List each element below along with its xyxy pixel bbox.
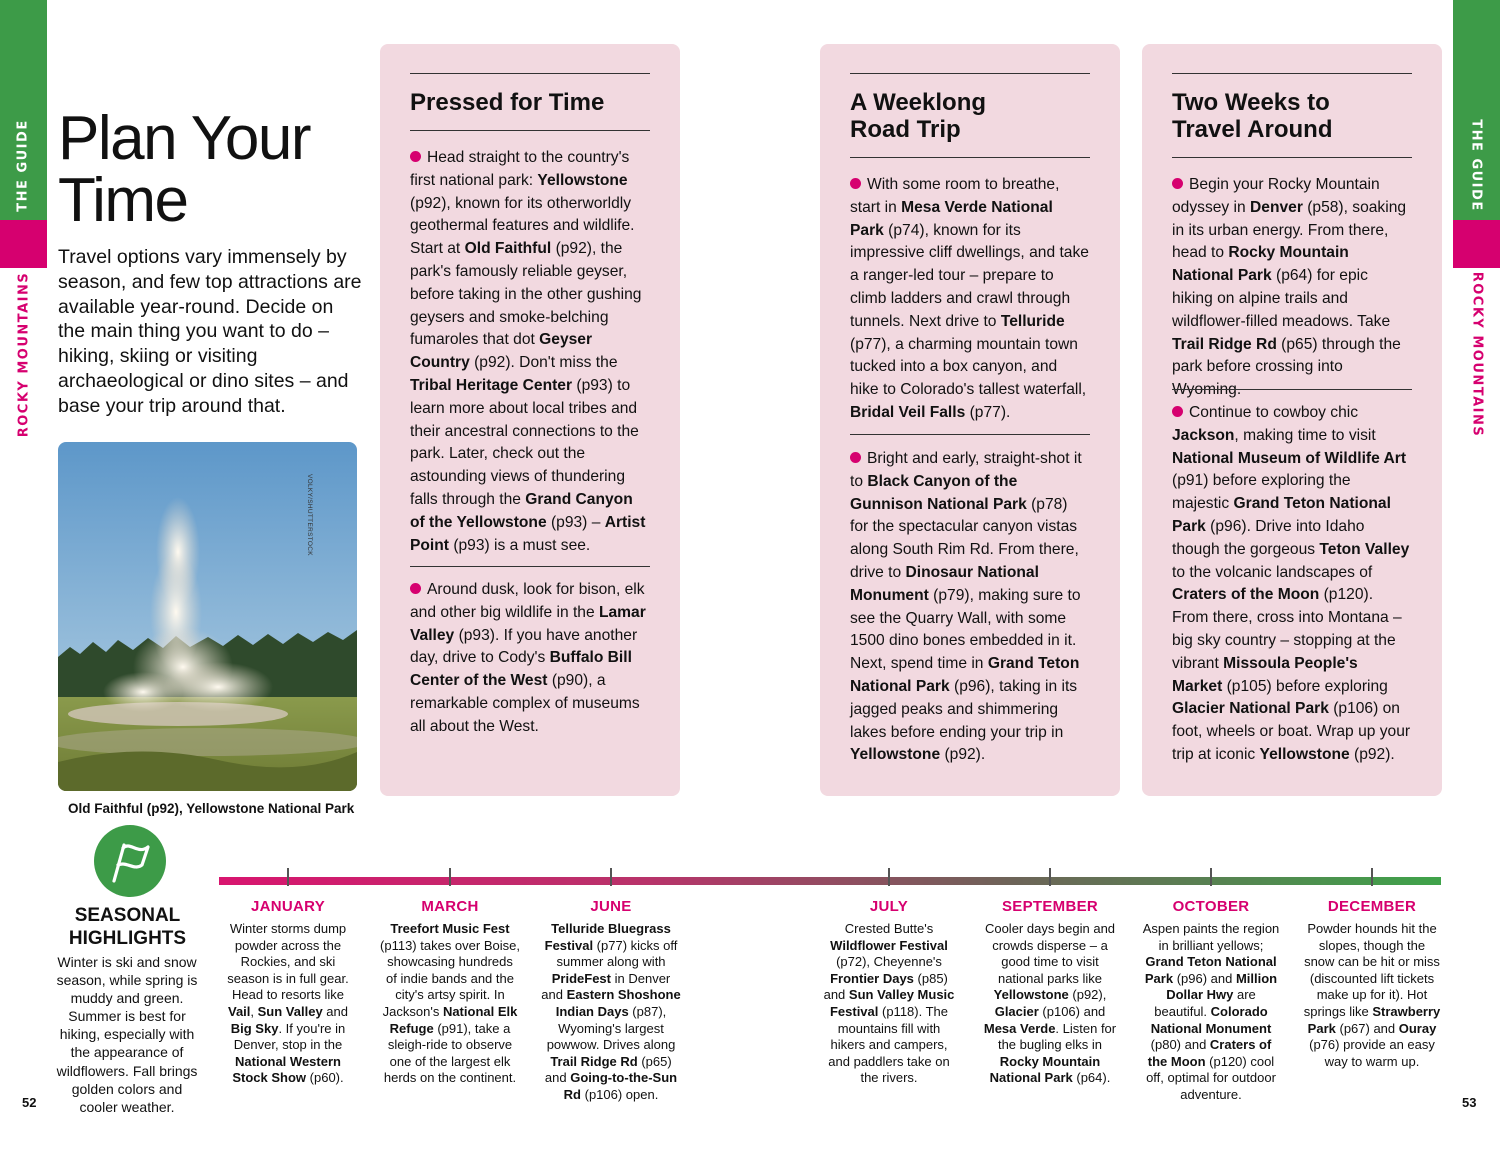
itinerary-card-weeklong <box>820 44 1120 796</box>
left-guide-tab-label: THE GUIDE <box>16 118 32 212</box>
seasonal-highlights-title: SEASONAL HIGHLIGHTS <box>68 905 187 949</box>
month-name: SEPTEMBER <box>1001 898 1099 915</box>
card-paragraph: Around dusk, look for bison, elk and other big wildlife in the Lamar Valley (p93). If you have another day, drive to Cody's Buffalo Bill Center of the West (p90), a remarkable complex of museums all about the West. <box>410 581 646 735</box>
right-region-tab-label: ROCKY MOUNTAINS <box>1469 271 1485 438</box>
card-title-rule <box>1172 157 1412 158</box>
itinerary-card-two-weeks <box>1142 44 1442 796</box>
bullet-dot <box>1172 178 1183 189</box>
photo-caption: Old Faithful (p92), Yellowstone National Park <box>68 801 355 816</box>
photo-credit: VOLKY/SHUTTERSTOCK <box>306 474 313 556</box>
card-title-rule <box>850 157 1090 158</box>
seasonal-timeline <box>219 877 1441 885</box>
timeline-tick <box>449 868 450 886</box>
page-number-right: 53 <box>1462 1095 1477 1110</box>
month-description: Cooler days begin and crowds disperse – a good time to visit national parks like Yellowstone (p92), Glacier (p106) and Mesa Verde. Listen for the bugling elks in Rocky Mountain National Park (p64). <box>983 921 1117 1086</box>
month-name: MARCH <box>421 898 479 915</box>
card-title: A Weeklong Road Trip <box>850 89 987 143</box>
month-name: DECEMBER <box>1327 898 1417 915</box>
card-paragraph: Head straight to the country's first national park: Yellowstone (p92), known for its otherworldly geothermal features and wildlife. Start at Old Faithful (p92), the park's famously reliable geyser, before taking in the other gushing geysers and smoke-belching fumaroles that dot Geyser Country (p92). Don't miss the Tribal Heritage Center (p93) to learn more about local tribes and their ancestral connections to the park. Later, check out the astounding views of thundering falls through the Grand Canyon of the Yellowstone (p93) – Artist Point (p93) is a must see. <box>410 149 646 554</box>
bullet-dot <box>850 452 861 463</box>
card-top-rule <box>410 73 650 74</box>
card-divider <box>1172 389 1412 390</box>
itinerary-card-pressed <box>380 44 680 796</box>
timeline-tick <box>1049 868 1050 886</box>
card-divider <box>410 566 650 567</box>
bullet-dot <box>1172 406 1183 417</box>
bullet-dot <box>850 178 861 189</box>
bullet-dot <box>410 583 421 594</box>
card-title: Pressed for Time <box>410 89 605 116</box>
page-number-left: 52 <box>22 1095 37 1110</box>
month-description: Aspen paints the region in brilliant yellows; Grand Teton National Park (p96) and Million Dollar Hwy are beautiful. Colorado National Monument (p80) and Craters of the Moon (p120) cool off, optimal for outdoor adventure. <box>1142 921 1280 1102</box>
left-region-tab <box>0 220 47 268</box>
month-name: JULY <box>869 898 909 915</box>
card-top-rule <box>1172 73 1412 74</box>
right-region-tab <box>1453 220 1500 268</box>
timeline-tick <box>888 868 889 886</box>
left-region-tab-label: ROCKY MOUNTAINS <box>16 271 32 438</box>
flag-icon <box>94 825 166 897</box>
timeline-tick <box>1210 868 1211 886</box>
card-title-rule <box>410 130 650 131</box>
card-paragraph: Begin your Rocky Mountain odyssey in Denver (p58), soaking in its urban energy. From there, head to Rocky Mountain National Park (p64) for epic hiking on alpine trails and wildflower-filled meadows. Take Trail Ridge Rd (p65) through the park before crossing into Wyoming. <box>1172 176 1407 399</box>
timeline-tick <box>1371 868 1372 886</box>
month-description: Treefort Music Fest (p113) takes over Boise, showcasing hundreds of indie bands and the city's artsy spirit. In Jackson's National Elk Refuge (p91), take a sleigh-ride to observe one of the largest elk herds on the continent. <box>380 921 520 1086</box>
card-paragraph: Continue to cowboy chic Jackson, making time to visit National Museum of Wildlife Art (p91) before exploring the majestic Grand Teton National Park (p96). Drive into Idaho though the gorgeous Teton Valley to the volcanic landscapes of Craters of the Moon (p120). From there, cross into Montana – big sky country – stopping at the vibrant Missoula People's Market (p105) before exploring Glacier National Park (p106) on foot, wheels or boat. Wrap up your trip at iconic Yellowstone (p92). <box>1172 404 1411 763</box>
month-name: JANUARY <box>250 898 326 915</box>
month-name: OCTOBER <box>1172 898 1250 915</box>
card-title: Two Weeks to Travel Around <box>1172 89 1333 143</box>
month-name: JUNE <box>590 898 632 915</box>
month-description: Crested Butte's Wildflower Festival (p72), Cheyenne's Frontier Days (p85) and Sun Valley Music Festival (p118). The mountains fill with hikers and campers, and paddlers take on the rivers. <box>823 921 955 1086</box>
page-title: Plan Your Time <box>58 104 310 235</box>
month-description: Winter storms dump powder across the Rockies, and ski season is in full gear. Head to resorts like Vail, Sun Valley and Big Sky. If you're in Denver, stop in the National Western Stock Show (p60). <box>227 921 349 1086</box>
card-top-rule <box>850 73 1090 74</box>
timeline-tick <box>287 868 288 886</box>
intro-text: Travel options vary immensely by season, and few top attractions are available year-round. Decide on the main thing you want to do – hiking, skiing or visiting archaeological or dino sites – and base your trip around that. <box>58 246 362 417</box>
month-description: Powder hounds hit the slopes, though the snow can be hit or miss (discounted lift tickets make up for it). Hot springs like Strawberry Park (p67) and Ouray (p76) provide an easy way to warm up. <box>1303 921 1441 1069</box>
month-description: Telluride Bluegrass Festival (p77) kicks off summer along with PrideFest in Denver and Eastern Shoshone Indian Days (p87), Wyoming's largest powwow. Drives along Trail Ridge Rd (p65) and Going-to-the-Sun Rd (p106) open. <box>541 921 681 1102</box>
card-paragraph: Bright and early, straight-shot it to Black Canyon of the Gunnison National Park (p78) for the spectacular canyon vistas along South Rim Rd. From there, drive to Dinosaur National Monument (p79), making sure to see the Quarry Wall, with some 1500 dino bones embedded in it. Next, spend time in Grand Teton National Park (p96), taking in its jagged peaks and shimmering lakes before ending your trip in Yellowstone (p92). <box>850 450 1082 764</box>
card-paragraph: With some room to breathe, start in Mesa Verde National Park (p74), known for its impressive cliff dwellings, and take a ranger-led tour – prepare to climb ladders and crawl through tunnels. Next drive to Telluride (p77), a charming mountain town tucked into a box canyon, and hike to Colorado's tallest waterfall, Bridal Veil Falls (p77). <box>850 176 1089 421</box>
card-divider <box>850 434 1090 435</box>
timeline-tick <box>610 868 611 886</box>
right-guide-tab-label: THE GUIDE <box>1469 118 1485 212</box>
bullet-dot <box>410 151 421 162</box>
seasonal-intro: Winter is ski and snow season, while spring is muddy and green. Summer is best for hiking, especially with the appearance of wildflowers. Fall brings golden colors and cooler weather. <box>56 954 198 1115</box>
